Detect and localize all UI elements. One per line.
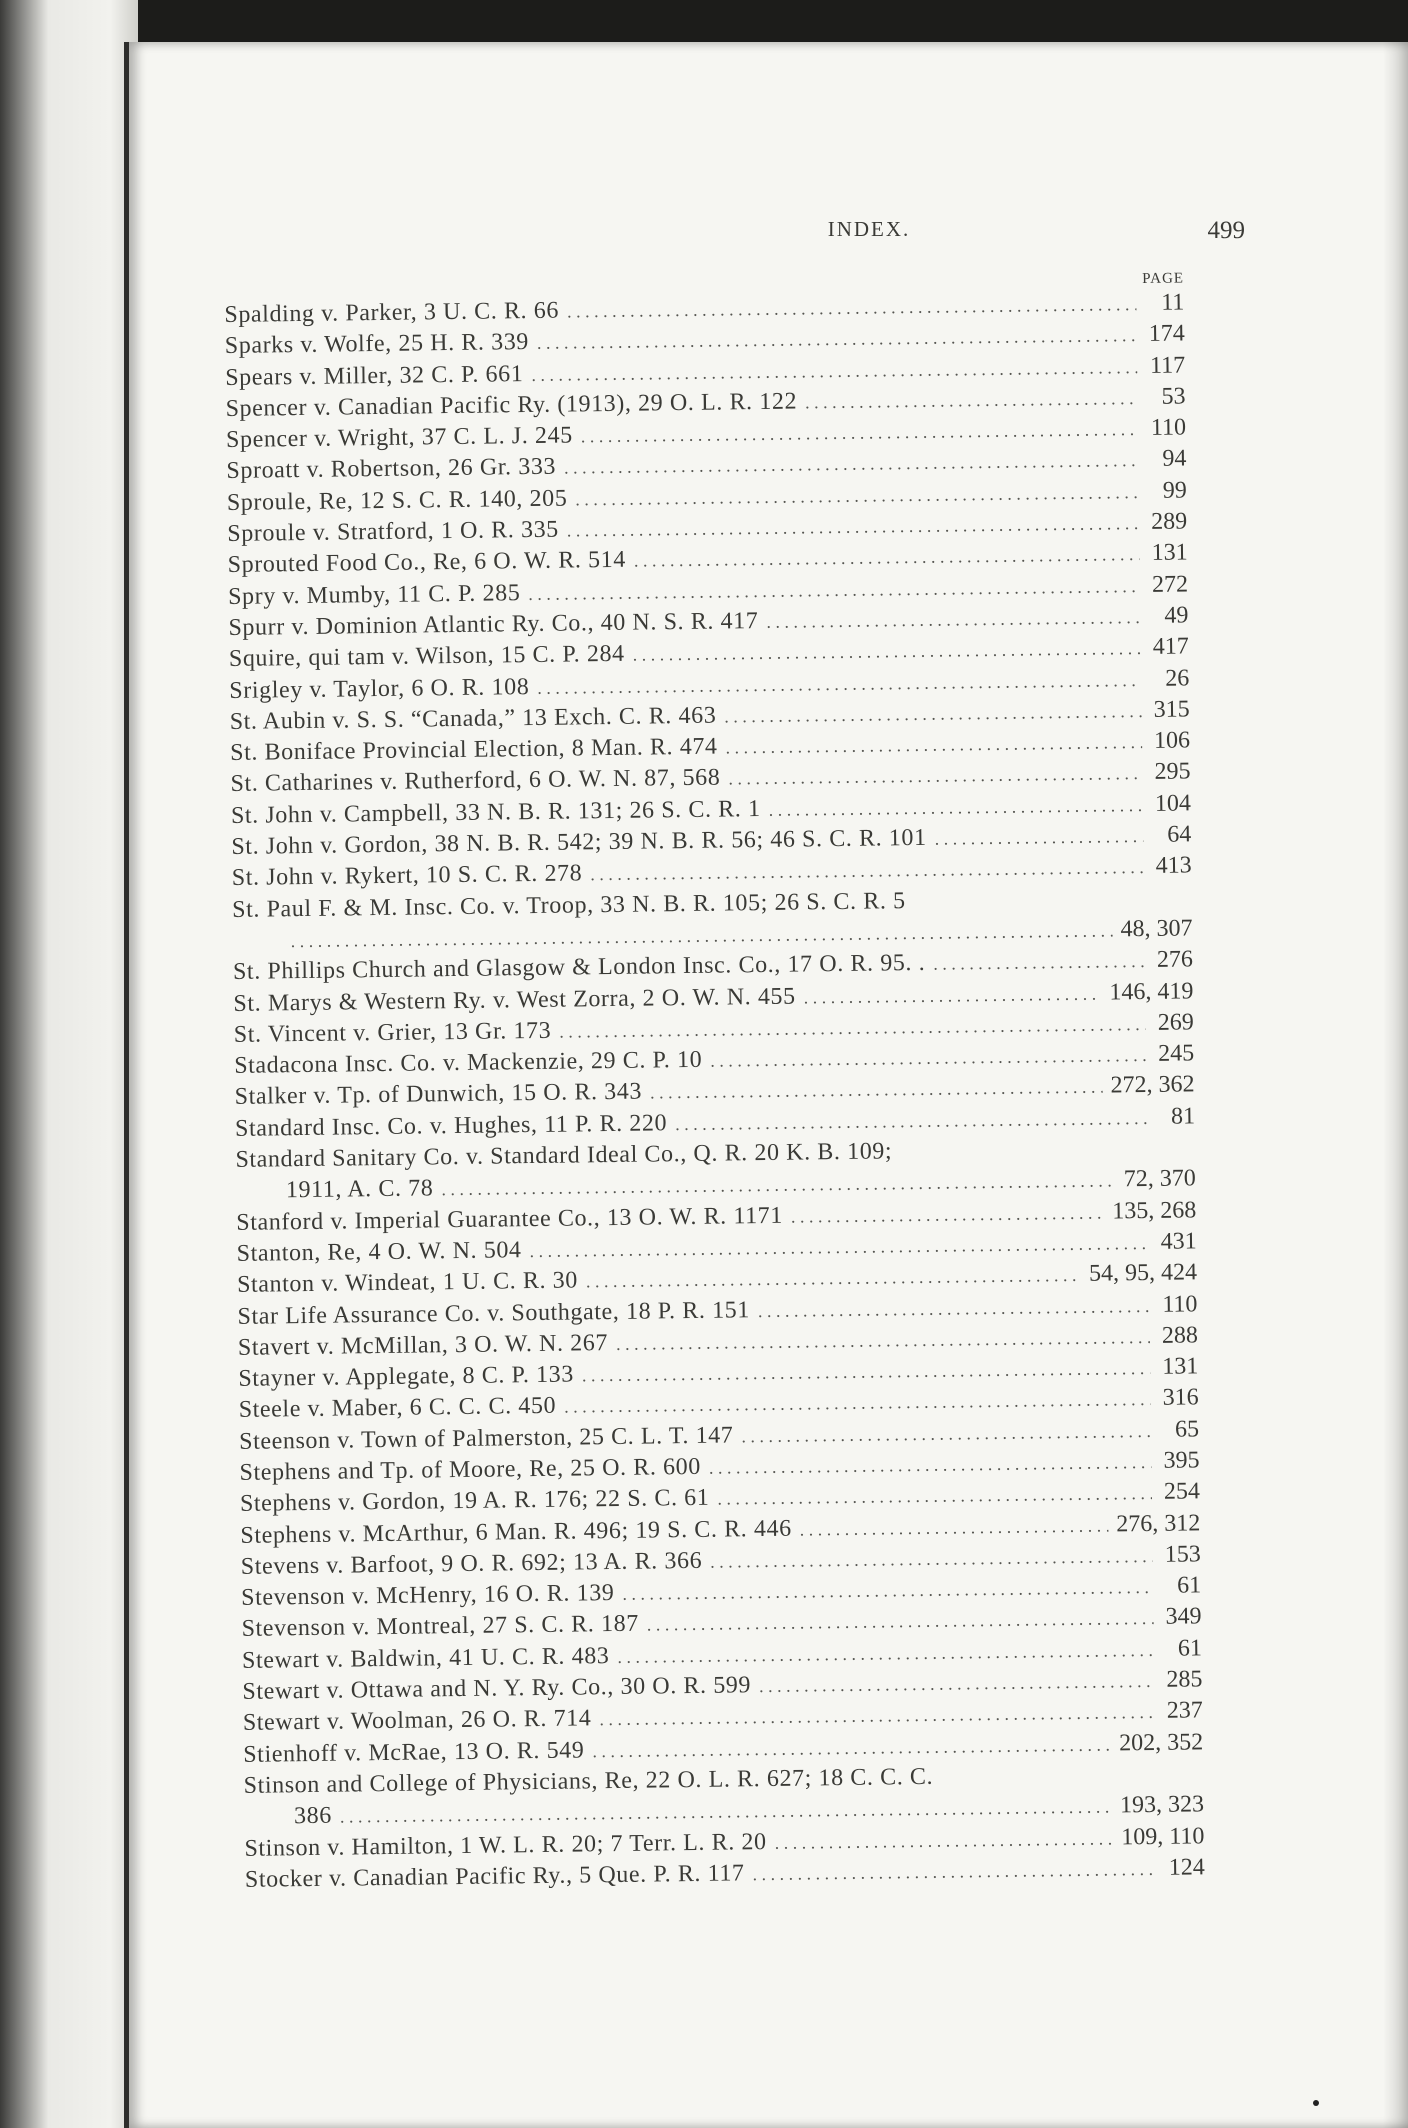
case-citation: St. Phillips Church and Glasgow & London Insc. Co., 17 O. R. 95. . bbox=[232, 950, 926, 986]
page-reference: 109, 110 bbox=[1121, 1822, 1205, 1850]
dot-leader bbox=[805, 383, 1138, 419]
page-reference: 272 bbox=[1151, 571, 1189, 598]
case-citation: Spry v. Mumby, 11 C. P. 285 bbox=[227, 579, 521, 610]
case-citation: Stocker v. Canadian Pacific Ry., 5 Que. P. R. 117 bbox=[244, 1860, 745, 1893]
case-citation: Spalding v. Parker, 3 U. C. R. 66 bbox=[224, 297, 560, 328]
dot-leader bbox=[933, 946, 1145, 980]
case-citation: Stayner v. Applegate, 8 C. P. 133 bbox=[238, 1361, 575, 1392]
case-citation: Stewart v. Ottawa and N. Y. Ry. Co., 30 O. R. 599 bbox=[242, 1672, 752, 1705]
page-reference: 53 bbox=[1161, 383, 1186, 410]
page-reference: 193, 323 bbox=[1119, 1791, 1205, 1819]
page-reference: 117 bbox=[1149, 352, 1186, 379]
page-reference: 295 bbox=[1154, 758, 1191, 786]
case-citation: St. Aubin v. S. S. “Canada,” 13 Exch. C. R. 463 bbox=[229, 702, 717, 735]
page-reference: 245 bbox=[1158, 1040, 1195, 1067]
page-number: 499 bbox=[1207, 217, 1245, 244]
index-entries bbox=[224, 287, 1205, 1896]
index-entry bbox=[243, 1758, 1204, 1833]
page-reference: 124 bbox=[1168, 1854, 1205, 1881]
case-citation: Steenson v. Town of Palmerston, 25 C. L. T. 147 bbox=[238, 1422, 734, 1455]
running-title: INDEX. bbox=[827, 217, 911, 241]
dot-leader bbox=[752, 1854, 1157, 1891]
page-reference: 26 bbox=[1165, 664, 1190, 692]
dot-leader bbox=[758, 1290, 1150, 1326]
case-citation: Star Life Assurance Co. v. Southgate, 18 P. R. 151 bbox=[237, 1296, 751, 1330]
case-citation: Stavert v. McMillan, 3 O. W. N. 267 bbox=[237, 1329, 609, 1361]
page-reference: 54, 95, 424 bbox=[1088, 1259, 1198, 1287]
page-reference: 110 bbox=[1150, 414, 1187, 442]
page-reference: 48, 307 bbox=[1120, 915, 1193, 943]
case-citation: St. Paul F. & M. Insc. Co. v. Troop, 33 N. B. R. 105; 26 S. C. R. 5 bbox=[232, 887, 906, 923]
page-reference: 94 bbox=[1162, 445, 1187, 473]
case-citation: Sproatt v. Robertson, 26 Gr. 333 bbox=[226, 454, 557, 485]
page-reference: 61 bbox=[1177, 1635, 1203, 1662]
case-citation: Stanton, Re, 4 O. W. N. 504 bbox=[236, 1237, 522, 1267]
page-reference: 269 bbox=[1157, 1009, 1194, 1036]
case-citation: Standard Sanitary Co. v. Standard Ideal Co., Q. R. 20 K. B. 109; bbox=[235, 1138, 893, 1173]
case-citation: Stewart v. Woolman, 26 O. R. 714 bbox=[242, 1705, 592, 1737]
page-reference: 81 bbox=[1170, 1103, 1196, 1130]
case-citation: Stienhoff v. McRae, 13 O. R. 549 bbox=[243, 1737, 585, 1768]
page-reference: 49 bbox=[1164, 602, 1189, 629]
case-citation: Steele v. Maber, 6 C. C. C. 450 bbox=[238, 1393, 557, 1424]
page-reference: 289 bbox=[1151, 508, 1188, 535]
facing-page-edge bbox=[0, 0, 138, 2128]
case-citation: Stalker v. Tp. of Dunwich, 15 O. R. 343 bbox=[234, 1079, 643, 1111]
case-citation: 386 bbox=[293, 1802, 333, 1830]
page-reference: 64 bbox=[1167, 821, 1192, 848]
dot-leader bbox=[766, 602, 1140, 638]
page-reference: 237 bbox=[1166, 1697, 1203, 1725]
page-reference: 417 bbox=[1152, 633, 1190, 661]
page-reference: 288 bbox=[1161, 1322, 1199, 1349]
dot-leader bbox=[803, 978, 1101, 1013]
case-citation: 1911, A. C. 78 bbox=[285, 1175, 434, 1204]
case-citation: St. Vincent v. Grier, 13 Gr. 173 bbox=[233, 1017, 552, 1048]
case-citation: St. John v. Campbell, 33 N. B. R. 131; 26 S. C. R. 1 bbox=[230, 795, 761, 829]
page-reference: 106 bbox=[1153, 727, 1191, 755]
case-citation: Stephens v. McArthur, 6 Man. R. 496; 19 S. C. R. 446 bbox=[240, 1515, 792, 1549]
page-reference: 254 bbox=[1163, 1478, 1201, 1506]
case-citation: St. Marys & Western Ry. v. West Zorra, 2 O. W. N. 455 bbox=[233, 983, 796, 1017]
case-citation: Stevens v. Barfoot, 9 O. R. 692; 13 A. R. 366 bbox=[240, 1547, 703, 1580]
case-citation: Srigley v. Taylor, 6 O. R. 108 bbox=[229, 673, 530, 704]
page-reference: 413 bbox=[1155, 852, 1192, 880]
page-reference: 276 bbox=[1156, 946, 1194, 974]
case-citation: Stinson and College of Physicians, Re, 22 O. L. R. 627; 18 C. C. C. bbox=[243, 1763, 934, 1799]
page-reference: 61 bbox=[1176, 1572, 1202, 1599]
page-reference: 202, 352 bbox=[1119, 1728, 1204, 1757]
page-reference: 174 bbox=[1148, 320, 1185, 348]
dot-leader bbox=[768, 790, 1143, 826]
dot-leader bbox=[675, 1103, 1147, 1140]
page-reference: 395 bbox=[1163, 1447, 1200, 1474]
case-citation: St. John v. Gordon, 38 N. B. R. 542; 39 N. B. R. 56; 46 S. C. R. 101 bbox=[231, 824, 927, 860]
case-citation: Stinson v. Hamilton, 1 W. L. R. 20; 7 Terr. L. R. 20 bbox=[244, 1828, 767, 1862]
case-citation: Sprouted Food Co., Re, 6 O. W. R. 514 bbox=[227, 547, 627, 579]
page-reference: 276, 312 bbox=[1116, 1509, 1201, 1538]
page-reference: 104 bbox=[1154, 790, 1192, 817]
dot-leader bbox=[791, 1197, 1105, 1232]
case-citation: Spencer v. Canadian Pacific Ry. (1913), 29 O. L. R. 122 bbox=[225, 388, 798, 422]
case-citation: Stephens and Tp. of Moore, Re, 25 O. R. 600 bbox=[239, 1453, 702, 1486]
page-reference: 153 bbox=[1164, 1541, 1201, 1568]
case-citation: Spears v. Miller, 32 C. P. 661 bbox=[225, 360, 524, 391]
page-column-label: PAGE bbox=[1142, 270, 1185, 287]
case-citation: St. Boniface Provincial Election, 8 Man. R. 474 bbox=[229, 733, 718, 767]
index-entry bbox=[235, 1132, 1196, 1207]
index-entry bbox=[232, 882, 1193, 957]
page-reference: 316 bbox=[1162, 1384, 1199, 1412]
ink-spot bbox=[1313, 2100, 1319, 2106]
page-reference: 315 bbox=[1153, 696, 1190, 723]
case-citation: St. John v. Rykert, 10 S. C. R. 278 bbox=[231, 860, 583, 892]
running-head bbox=[129, 217, 1408, 247]
page-reference: 135, 268 bbox=[1112, 1196, 1197, 1225]
case-citation: Stanford v. Imperial Guarantee Co., 13 O. W. R. 1171 bbox=[236, 1202, 784, 1236]
page-reference: 72, 370 bbox=[1123, 1165, 1196, 1193]
case-citation: Stadacona Insc. Co. v. Mackenzie, 29 C. P. 10 bbox=[234, 1046, 703, 1080]
page-reference: 285 bbox=[1166, 1666, 1203, 1693]
case-citation: Sproule v. Stratford, 1 O. R. 335 bbox=[227, 516, 559, 548]
case-citation: Squire, qui tam v. Wilson, 15 C. P. 284 bbox=[228, 641, 625, 673]
dot-leader bbox=[774, 1823, 1113, 1859]
page-reference: 272, 362 bbox=[1110, 1071, 1195, 1099]
case-citation: St. Catharines v. Rutherford, 6 O. W. N. 87, 568 bbox=[230, 764, 721, 798]
dot-leader bbox=[934, 821, 1143, 855]
page-reference: 110 bbox=[1162, 1290, 1198, 1318]
case-citation: Stewart v. Baldwin, 41 U. C. R. 483 bbox=[241, 1642, 610, 1674]
case-citation: Spurr v. Dominion Atlantic Ry. Co., 40 N. S. R. 417 bbox=[228, 608, 759, 641]
page-reference: 131 bbox=[1162, 1353, 1199, 1380]
case-citation: Standard Insc. Co. v. Hughes, 11 P. R. 220 bbox=[234, 1109, 668, 1142]
page-reference: 131 bbox=[1151, 539, 1188, 567]
dot-leader bbox=[759, 1666, 1155, 1702]
case-citation: Stevenson v. McHenry, 16 O. R. 139 bbox=[241, 1580, 615, 1612]
case-citation: Sparks v. Wolfe, 25 H. R. 339 bbox=[224, 329, 530, 360]
case-citation: Spencer v. Wright, 37 C. L. J. 245 bbox=[225, 422, 573, 454]
index-list bbox=[224, 270, 1205, 1896]
case-citation: Stephens v. Gordon, 19 A. R. 176; 22 S. C. 61 bbox=[239, 1485, 710, 1518]
dot-leader bbox=[800, 1510, 1109, 1545]
case-citation: Stevenson v. Montreal, 27 S. C. R. 187 bbox=[241, 1611, 640, 1643]
case-citation: Stanton v. Windeat, 1 U. C. R. 30 bbox=[236, 1267, 579, 1299]
page-reference: 146, 419 bbox=[1109, 977, 1194, 1006]
case-citation: Sproule, Re, 12 S. C. R. 140, 205 bbox=[226, 485, 568, 516]
page-reference: 99 bbox=[1162, 477, 1187, 504]
page-reference: 65 bbox=[1174, 1416, 1200, 1443]
page-reference: 11 bbox=[1161, 289, 1185, 316]
page-reference: 349 bbox=[1165, 1603, 1202, 1631]
page-reference: 431 bbox=[1160, 1228, 1197, 1255]
